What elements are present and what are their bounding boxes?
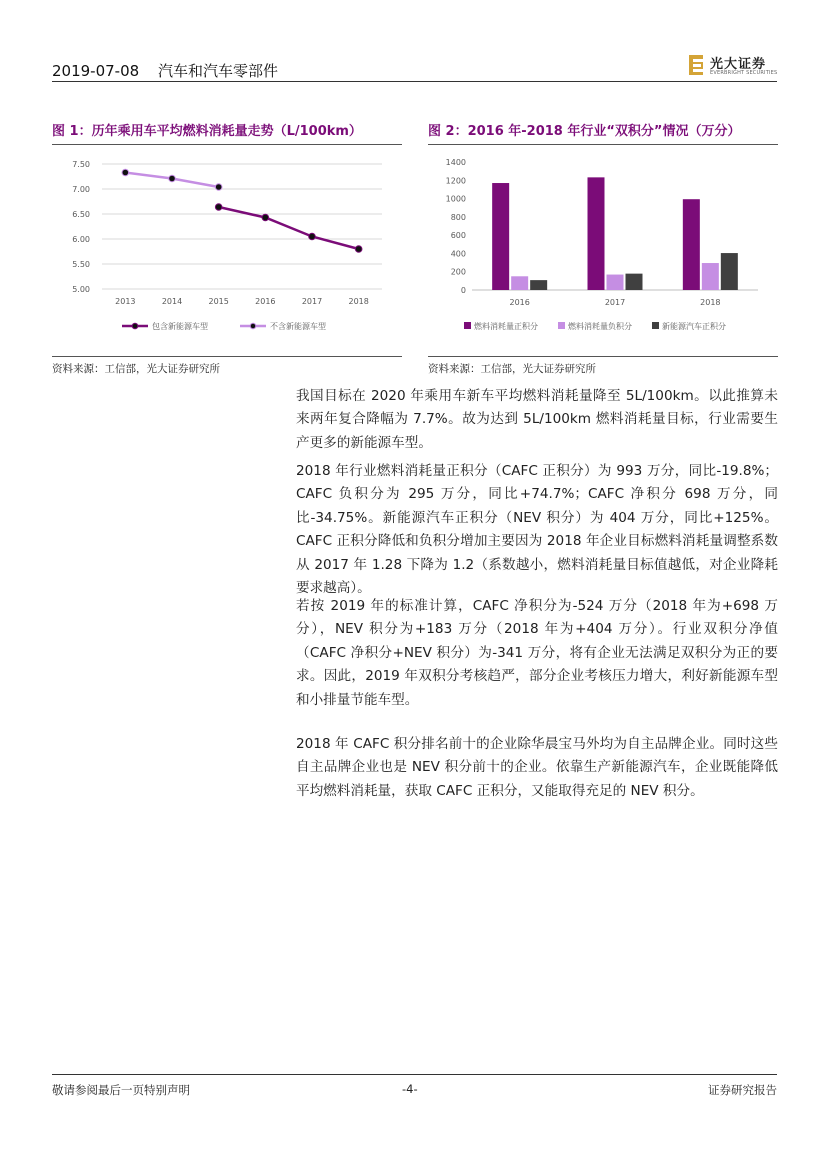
legend-label: 不含新能源车型 [270,322,326,331]
data-point [262,214,269,221]
paragraph-3 [296,595,778,712]
y-tick-label: 5.50 [72,260,90,269]
y-tick-label: 600 [450,231,466,241]
legend-marker [250,323,256,329]
legend-swatch [464,322,471,329]
data-point [122,169,129,176]
figure-2-title: 图 2：2016 年-2018 年行业“双积分”情况（万分） [428,124,741,139]
paragraph-2-text: 2018 年行业燃料消耗量正积分（CAFC 正积分）为 993 万分，同比-19.8%；CAFC 负积分为 295 万分，同比+74.7%；CAFC 净积分 698 万分，同比-34.75%。新能源汽车正积分（NEV 积分）为 404 万分，同比+125%。CAFC 正积分降低和负积分增加主要因为 2018 年企业目标燃料消耗量调整系数从 2017 年 1.28 下降为 1.2（系数越小，燃料消耗量目标值越低，对企业降耗要求越高）。 [296,463,778,597]
x-tick-label: 2017 [604,298,626,307]
x-tick-label: 2016 [509,298,530,307]
y-tick-label: 5.00 [72,285,90,294]
figure-1-bottom-rule [52,356,402,357]
header-divider [52,81,777,82]
legend-label: 包含新能源车型 [152,322,208,331]
figure-1-title: 图 1：历年乘用车平均燃料消耗量走势（L/100km） [52,124,362,139]
x-tick-label: 2018 [700,298,721,307]
legend-label: 燃料消耗量负积分 [568,322,632,331]
logo-text-en: EVERBRIGHT SECURITIES [710,70,778,76]
figure-1-source: 资料来源：工信部，光大证券研究所 [52,363,220,375]
bar [530,280,547,290]
paragraph-4-text: 2018 年 CAFC 积分排名前十的企业除华晨宝马外均为自主品牌企业。同时这些自主品牌企业也是 NEV 积分前十的企业。依靠生产新能源汽车，企业既能降低平均燃料消耗量，获取 CAFC 正积分，又能取得充足的 NEV 积分。 [296,736,778,799]
data-point [309,233,316,240]
legend-swatch [558,322,565,329]
x-tick-label: 2013 [115,297,136,306]
y-tick-label: 6.50 [72,210,90,219]
legend-label: 燃料消耗量正积分 [474,322,538,331]
paragraph-4 [296,733,778,803]
x-tick-label: 2016 [255,297,276,306]
y-tick-label: 1200 [445,176,466,186]
y-tick-label: 800 [450,212,466,222]
legend-marker [132,323,138,329]
paragraph-2 [296,460,778,600]
logo-mark-icon [688,53,706,77]
x-tick-label: 2018 [348,297,369,306]
figure-2-source: 资料来源：工信部，光大证券研究所 [428,363,596,375]
footer-doc-type: 证券研究报告 [708,1083,777,1097]
y-tick-label: 0 [460,286,466,295]
y-tick-label: 7.00 [72,185,90,194]
data-point [215,184,222,191]
x-tick-label: 2015 [208,297,229,306]
legend-label: 新能源汽车正积分 [662,322,726,331]
fuel-consumption-line-chart [52,148,402,353]
y-tick-label: 6.00 [72,235,90,244]
logo-text-cn: 光大证券 [710,57,767,72]
page-header [52,60,278,81]
bar [626,274,643,290]
bar [683,199,700,290]
x-tick-label: 2017 [301,297,323,306]
bar [607,275,624,290]
data-point [355,246,362,253]
paragraph-1 [296,385,778,455]
dual-credit-bar-chart [428,148,778,353]
bar [492,183,509,290]
report-section: 汽车和汽车零部件 [157,62,278,80]
footer-disclaimer: 敬请参阅最后一页特别声明 [52,1083,190,1097]
page-number: -4- [402,1082,418,1096]
y-tick-label: 200 [450,267,466,277]
bar [511,276,528,290]
legend-swatch [652,322,659,329]
y-tick-label: 1000 [445,194,466,204]
figure-1-top-rule [52,144,402,145]
bar [721,253,738,290]
x-tick-label: 2014 [161,297,183,306]
bar [588,177,605,290]
paragraph-1-text: 我国目标在 2020 年乘用车新车平均燃料消耗量降至 5L/100km。以此推算未来两年复合降幅为 7.7%。故为达到 5L/100km 燃料消耗量目标，行业需要生产更多的新能源车型。 [296,388,778,451]
series-line [219,207,359,249]
bar [702,263,719,290]
figure-2-bottom-rule [428,356,778,357]
y-tick-label: 7.50 [72,160,90,169]
y-tick-label: 400 [450,249,466,259]
company-logo [688,53,780,79]
footer-divider [52,1074,777,1075]
paragraph-3-text: 若按 2019 年的标准计算，CAFC 净积分为-524 万分（2018 年为+698 万分），NEV 积分为+183 万分（2018 年为+404 万分）。行业双积分净值（CAFC 净积分+NEV 积分）为-341 万分，将有企业无法满足双积分为正的要求。因此，2019 年双积分考核趋严，部分企业考核压力增大，利好新能源车型和小排量节能车型。 [296,598,778,708]
report-date: 2019-07-08 [52,62,140,80]
figure-2-top-rule [428,144,778,145]
data-point [215,204,222,211]
y-tick-label: 1400 [445,158,466,167]
data-point [169,175,176,182]
